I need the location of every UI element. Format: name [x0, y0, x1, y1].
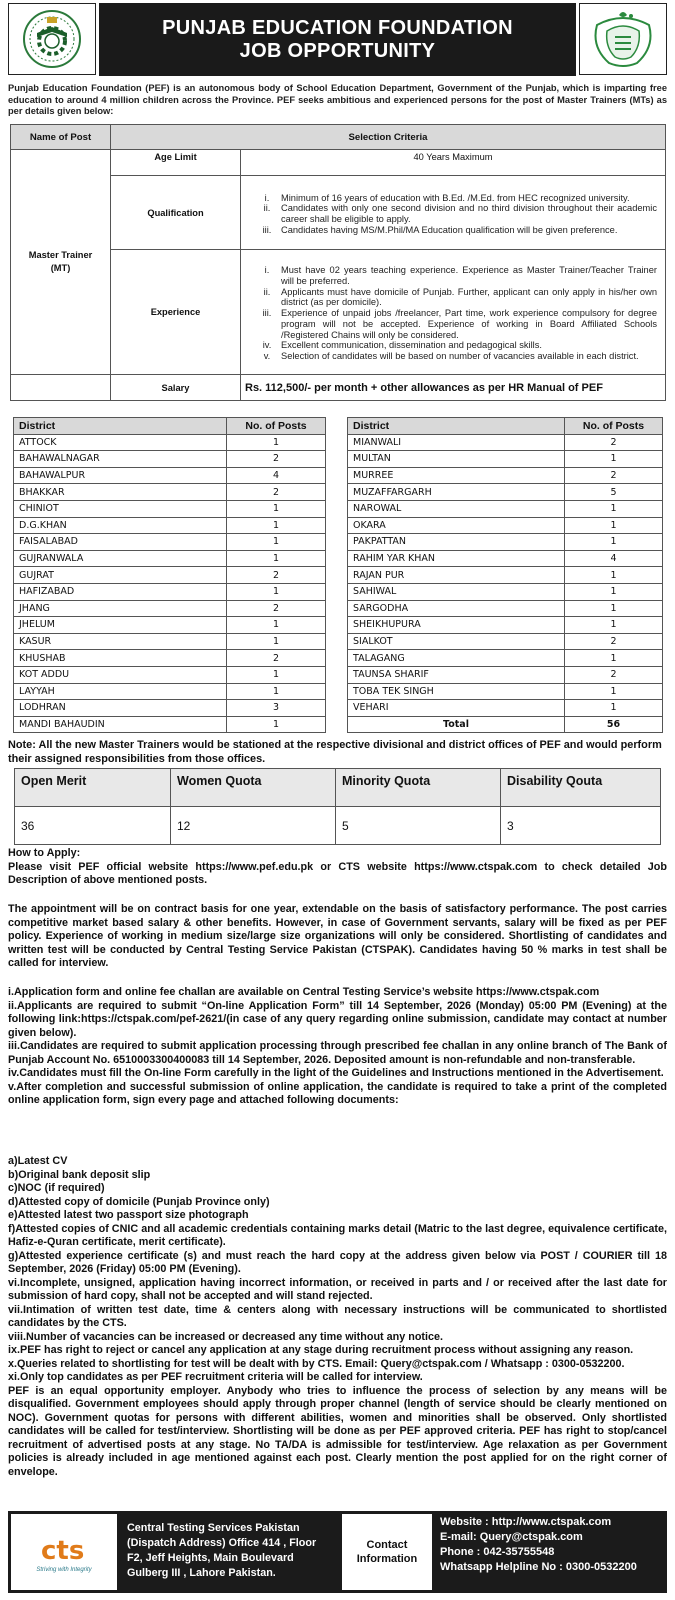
district-row [14, 716, 326, 733]
district-table-right [347, 417, 663, 733]
qualification-item [241, 225, 657, 236]
district-row [14, 567, 326, 584]
intro-paragraph: Punjab Education Foundation (PEF) is an autonomous body of School Education Department, Government of the Punjab, which is imparting free education to around 4 million children across the Province. PEF seeks ambitious and experienced persons for the post of Master Trainers (MTs) as per details given below: [8, 83, 667, 117]
district-name: BAHAWALNAGAR [14, 451, 227, 468]
quota-header: Women Quota [171, 769, 336, 807]
district-name: CHINIOT [14, 500, 227, 517]
quota-value: 5 [336, 807, 501, 845]
address-line: Gulberg III , Lahore Pakistan. [127, 1567, 276, 1579]
instructions-list [8, 986, 667, 1108]
district-row [348, 484, 663, 501]
district-name: VEHARI [348, 700, 565, 717]
district-posts: 1 [565, 700, 663, 717]
website-link[interactable]: Website : http://www.ctspak.com [440, 1516, 612, 1528]
dispatch-address [117, 1511, 342, 1593]
experience-item [241, 351, 657, 362]
selection-criteria-table [10, 124, 666, 401]
cts-logo-text: cts [41, 1536, 85, 1566]
district-row [348, 500, 663, 517]
district-posts: 2 [227, 600, 326, 617]
district-name: LODHRAN [14, 700, 227, 717]
district-header-row [14, 418, 326, 435]
district-row [348, 583, 663, 600]
district-posts: 1 [565, 583, 663, 600]
document-item: b)Original bank deposit slip [8, 1168, 151, 1181]
district-row [14, 467, 326, 484]
documents-list [8, 1155, 667, 1479]
district-table-left [13, 417, 326, 733]
district-posts: 2 [565, 434, 663, 451]
experience-label: Experience [111, 250, 241, 375]
district-posts: 1 [565, 517, 663, 534]
experience-item [241, 340, 657, 351]
contact-details [432, 1511, 667, 1593]
experience-item [241, 287, 657, 308]
list-text: Candidates with only one second division and no third division throughout their academic career shall be eligible to apply. [281, 203, 657, 224]
district-name: HAFIZABAD [14, 583, 227, 600]
quota-value: 3 [501, 807, 661, 845]
list-numeral: v. [263, 350, 271, 361]
whatsapp-number: Whatsapp Helpline No : 0300-0532200 [440, 1561, 637, 1573]
list-text: Excellent communication, dissemination and pedagogical skills. [281, 340, 542, 351]
district-name: BHAKKAR [14, 484, 227, 501]
list-numeral: iii. [262, 224, 272, 235]
experience-item [241, 308, 657, 340]
list-text: Minimum of 16 years of education with B.Ed. /M.Ed. from HEC recognized university. [281, 192, 630, 203]
district-name: GUJRAT [14, 567, 227, 584]
punjab-crest-icon [585, 7, 661, 71]
district-row [348, 666, 663, 683]
instruction-item: i.Application form and online fee challan are available on Central Testing Service’s website https://www.ctspak.com [8, 986, 600, 998]
district-row [14, 700, 326, 717]
district-row [348, 467, 663, 484]
header [8, 3, 667, 76]
address-line: F2, Jeff Heights, Main Boulevard [127, 1552, 294, 1564]
district-name: JHELUM [14, 617, 227, 634]
header-title-line2: JOB OPPORTUNITY [239, 39, 436, 62]
quota-value: 12 [171, 807, 336, 845]
list-numeral: ii. [263, 203, 271, 214]
district-posts: 1 [227, 633, 326, 650]
quota-header: Minority Quota [336, 769, 501, 807]
experience-list [241, 265, 665, 361]
contact-information-label [342, 1514, 432, 1590]
district-posts: 1 [227, 666, 326, 683]
cts-tagline: Striving with Integrity [36, 1567, 92, 1573]
district-posts: 1 [565, 617, 663, 634]
age-row [11, 150, 666, 176]
salary-label: Salary [111, 375, 241, 401]
qualification-item [241, 203, 657, 224]
list-text: Must have 02 years teaching experience. Experience as Master Trainer/Teacher Trainer will be preferred. [281, 265, 657, 287]
district-name: FAISALABAD [14, 534, 227, 551]
district-name: KHUSHAB [14, 650, 227, 667]
experience-cell [241, 250, 666, 375]
district-name: NAROWAL [348, 500, 565, 517]
district-posts: 2 [227, 650, 326, 667]
list-text: Candidates having MS/M.Phil/MA Education qualification will be given preference. [281, 224, 618, 235]
district-row [14, 666, 326, 683]
district-posts: 2 [565, 633, 663, 650]
district-posts: 1 [227, 500, 326, 517]
criteria-col-post: Name of Post [11, 125, 111, 150]
district-name: RAHIM YAR KHAN [348, 550, 565, 567]
criteria-header-row [11, 125, 666, 150]
district-name: KASUR [14, 633, 227, 650]
contact-label-line2: Information [356, 1553, 418, 1565]
district-posts: 3 [227, 700, 326, 717]
district-row [14, 434, 326, 451]
district-row [348, 517, 663, 534]
post-abbr: (MT) [50, 263, 71, 273]
district-row [348, 451, 663, 468]
district-name: TALAGANG [348, 650, 565, 667]
total-value: 56 [565, 716, 663, 733]
district-name: TAUNSA SHARIF [348, 666, 565, 683]
district-posts: 1 [565, 683, 663, 700]
district-row [14, 484, 326, 501]
col-posts: No. of Posts [565, 418, 663, 435]
district-name: MULTAN [348, 451, 565, 468]
list-numeral: iv. [262, 340, 272, 351]
list-text: Applicants must have domicile of Punjab. Further, applicant can only apply in his/her own district (as per domicile). [281, 286, 657, 308]
district-row [14, 451, 326, 468]
quota-table [14, 768, 661, 845]
district-row [348, 600, 663, 617]
address-line: (Dispatch Address) Office 414 , Floor [127, 1537, 317, 1549]
instruction-item: iii.Candidates are required to submit application processing through prescribed fee challan in any online branch of The Bank of Punjab Account No. 6510003300400083 till 14 September, 2026. Deposited amount is non-refundable and non-transferable. [8, 1040, 667, 1066]
district-name: SIALKOT [348, 633, 565, 650]
district-row [348, 683, 663, 700]
experience-item [241, 265, 657, 286]
how-to-apply-section [8, 847, 667, 888]
district-row [14, 517, 326, 534]
list-numeral: iii. [262, 308, 272, 319]
quota-header: Disability Qouta [501, 769, 661, 807]
district-posts: 1 [227, 716, 326, 733]
district-posts: 5 [565, 484, 663, 501]
district-posts: 1 [227, 534, 326, 551]
district-row [14, 600, 326, 617]
district-posts: 1 [565, 650, 663, 667]
cts-logo-icon [39, 1531, 89, 1567]
age-value: 40 Years Maximum [241, 150, 666, 176]
district-name: RAJAN PUR [348, 567, 565, 584]
list-numeral: i. [264, 192, 270, 203]
district-name: MUZAFFARGARH [348, 484, 565, 501]
document-item: vi.Incomplete, unsigned, application having incorrect information, or received in parts and / or received after the last date for submission of hard copy, shall not be accepted and will stand rejected. [8, 1276, 667, 1302]
district-name: OKARA [348, 517, 565, 534]
district-row [348, 567, 663, 584]
document-item: c)NOC (if required) [8, 1182, 105, 1194]
criteria-col-selection: Selection Criteria [111, 125, 666, 150]
district-posts: 1 [565, 451, 663, 468]
list-text: Experience of unpaid jobs /freelancer, Part time, work experience compulsory for degree program will not be accepted. Experience of working in Board Affiliated Schools /Registered Chains will only be considered. [281, 308, 657, 340]
district-row [348, 650, 663, 667]
district-row [14, 617, 326, 634]
district-row [14, 550, 326, 567]
contact-label-line1: Contact [366, 1539, 408, 1551]
district-posts: 1 [565, 600, 663, 617]
district-row [348, 434, 663, 451]
district-name: PAKPATTAN [348, 534, 565, 551]
district-posts: 1 [565, 500, 663, 517]
district-name: GUJRANWALA [14, 550, 227, 567]
document-item: d)Attested copy of domicile (Punjab Province only) [8, 1195, 270, 1208]
post-name-cell [11, 150, 111, 375]
quota-header-row [15, 769, 661, 807]
header-title [99, 3, 576, 76]
instruction-item: ii.Applicants are required to submit “On-line Application Form” till 14 September, 2026 (Monday) 05:00 PM (Evening) at the following link:https://ctspak.com/pef-2621/(in case of any query regarding online submission, candidate may contact at number given below). [8, 999, 667, 1039]
age-label: Age Limit [111, 150, 241, 176]
document-item: viii.Number of vacancies can be increased or decreased any time without any notice. [8, 1330, 444, 1343]
district-row [348, 633, 663, 650]
header-title-line1: PUNJAB EDUCATION FOUNDATION [162, 16, 513, 39]
district-header-row [348, 418, 663, 435]
district-row [14, 583, 326, 600]
instruction-item: iv.Candidates must fill the On-line Form carefully in the light of the Guidelines and Instructions mentioned in the Advertisement. [8, 1067, 664, 1079]
district-posts: 4 [565, 550, 663, 567]
document-item: a)Latest CV [8, 1155, 68, 1167]
district-row [14, 633, 326, 650]
district-posts: 1 [565, 567, 663, 584]
district-name: SHEIKHUPURA [348, 617, 565, 634]
quota-header: Open Merit [15, 769, 171, 807]
district-row [348, 700, 663, 717]
email-link[interactable]: E-mail: Query@ctspak.com [440, 1531, 583, 1543]
quota-value-row [15, 807, 661, 845]
district-posts: 2 [565, 467, 663, 484]
salary-blank-cell [11, 375, 111, 401]
document-item: x.Queries related to shortlisting for test will be dealt with by CTS. Email: Query@ctspak.com / Whatsapp : 0300-0532200. [8, 1357, 625, 1370]
district-row [14, 500, 326, 517]
salary-row [11, 375, 666, 401]
col-district: District [14, 418, 227, 435]
district-name: TOBA TEK SINGH [348, 683, 565, 700]
district-row [348, 550, 663, 567]
quota-value: 36 [15, 807, 171, 845]
district-total-row [348, 716, 663, 733]
salary-value: Rs. 112,500/- per month + other allowances as per HR Manual of PEF [241, 375, 666, 401]
district-posts: 1 [227, 550, 326, 567]
appointment-paragraph: The appointment will be on contract basis for one year, extendable on the basis of satisfactory performance. The post carries competitive market based salary & other benefits. However, in case of Government servants, salary will be fixed as per PEF policy. Experience of working in medium size/large size organizations will only be considered. Shortlisting of candidates and written test will be conducted by Central Testing Service Pakistan (CTSPAK). Candidates having 50 % marks in test shall be called for interview. [8, 903, 667, 969]
district-posts: 2 [227, 567, 326, 584]
document-item: xi.Only top candidates as per PEF recruitment criteria will be called for interview. [8, 1371, 423, 1383]
document-item: PEF is an equal opportunity employer. Anybody who tries to influence the process of selection by any means will be disqualified. Government employees should apply through proper channel (length of service should be clearly mentioned on NOC). Government quotas for persons with different abilities, women and minorities shall be observed. Only shortlisted candidates will be called for test/interview. Shortlisting will be done as per PEF approved criteria. PEF has right to stop/cancel recruitment of advertised posts at any stage. No TA/DA is admissible for test/interview. Age relaxation as per Government policies is already included in age mentioned against each post. Clearly mention the post applied for on the right corner of envelope. [8, 1384, 667, 1478]
district-name: KOT ADDU [14, 666, 227, 683]
district-posts: 1 [227, 583, 326, 600]
how-to-apply-text: Please visit PEF official website https://www.pef.edu.pk or CTS website https://www.ctspak.com to check detailed Job Description of above mentioned posts. [8, 860, 667, 886]
district-name: MURREE [348, 467, 565, 484]
address-line: Central Testing Services Pakistan [127, 1522, 300, 1534]
footer [8, 1511, 667, 1593]
district-posts: 2 [227, 451, 326, 468]
district-posts: 1 [227, 683, 326, 700]
district-row [348, 617, 663, 634]
district-posts: 1 [227, 434, 326, 451]
qualification-list [241, 193, 665, 236]
post-name: Master Trainer [28, 250, 93, 260]
district-name: D.G.KHAN [14, 517, 227, 534]
district-posts: 2 [227, 484, 326, 501]
district-name: SARGODHA [348, 600, 565, 617]
list-numeral: i. [264, 265, 270, 276]
instruction-item: v.After completion and successful submission of online application, the candidate is required to take a print of the completed online application form, sign every page and attached following documents: [8, 1080, 667, 1106]
district-name: BAHAWALPUR [14, 467, 227, 484]
district-name: JHANG [14, 600, 227, 617]
document-item: vii.Intimation of written test date, time & centers along with necessary instructions will be communicated to shortlisted candidates by the CTS. [8, 1303, 667, 1329]
qualification-item [241, 193, 657, 204]
total-label: Total [348, 716, 565, 733]
district-row [14, 534, 326, 551]
punjab-govt-logo [579, 3, 667, 75]
district-posts: 1 [227, 617, 326, 634]
district-row [348, 534, 663, 551]
district-name: SAHIWAL [348, 583, 565, 600]
district-name: MANDI BAHAUDIN [14, 716, 227, 733]
col-district: District [348, 418, 565, 435]
list-text: Selection of candidates will be based on number of vacancies available in each district. [281, 350, 639, 361]
list-numeral: ii. [263, 286, 271, 297]
qualification-cell [241, 176, 666, 250]
district-row [14, 683, 326, 700]
document-item: f)Attested copies of CNIC and all academic credentials containing marks detail (Matric to the last degree, equivalence certificate, Hafiz-e-Quran certificate, merit certificate). [8, 1222, 667, 1248]
phone-number: Phone : 042-35755548 [440, 1546, 555, 1558]
note: Note: All the new Master Trainers would be stationed at the respective divisional and district offices of PEF and would perform their assigned responsibilities from those offices. [8, 739, 662, 765]
pef-emblem-icon [17, 7, 87, 71]
document-item: e)Attested latest two passport size photograph [8, 1209, 249, 1221]
district-posts: 2 [565, 666, 663, 683]
district-posts: 4 [227, 467, 326, 484]
district-posts: 1 [565, 534, 663, 551]
district-name: LAYYAH [14, 683, 227, 700]
col-posts: No. of Posts [227, 418, 326, 435]
how-to-apply-heading: How to Apply: [8, 847, 81, 859]
district-name: ATTOCK [14, 434, 227, 451]
district-row [14, 650, 326, 667]
document-item: g)Attested experience certificate (s) and must reach the hard copy at the address given below via POST / COURIER till 18 September, 2026 (Friday) 05:00 PM (Evening). [8, 1249, 667, 1275]
cts-logo [11, 1514, 117, 1590]
district-posts: 1 [227, 517, 326, 534]
document-item: ix.PEF has right to reject or cancel any application at any stage during recruitment process without assigning any reason. [8, 1344, 634, 1356]
pef-logo [8, 3, 96, 75]
qualification-label: Qualification [111, 176, 241, 250]
district-name: MIANWALI [348, 434, 565, 451]
